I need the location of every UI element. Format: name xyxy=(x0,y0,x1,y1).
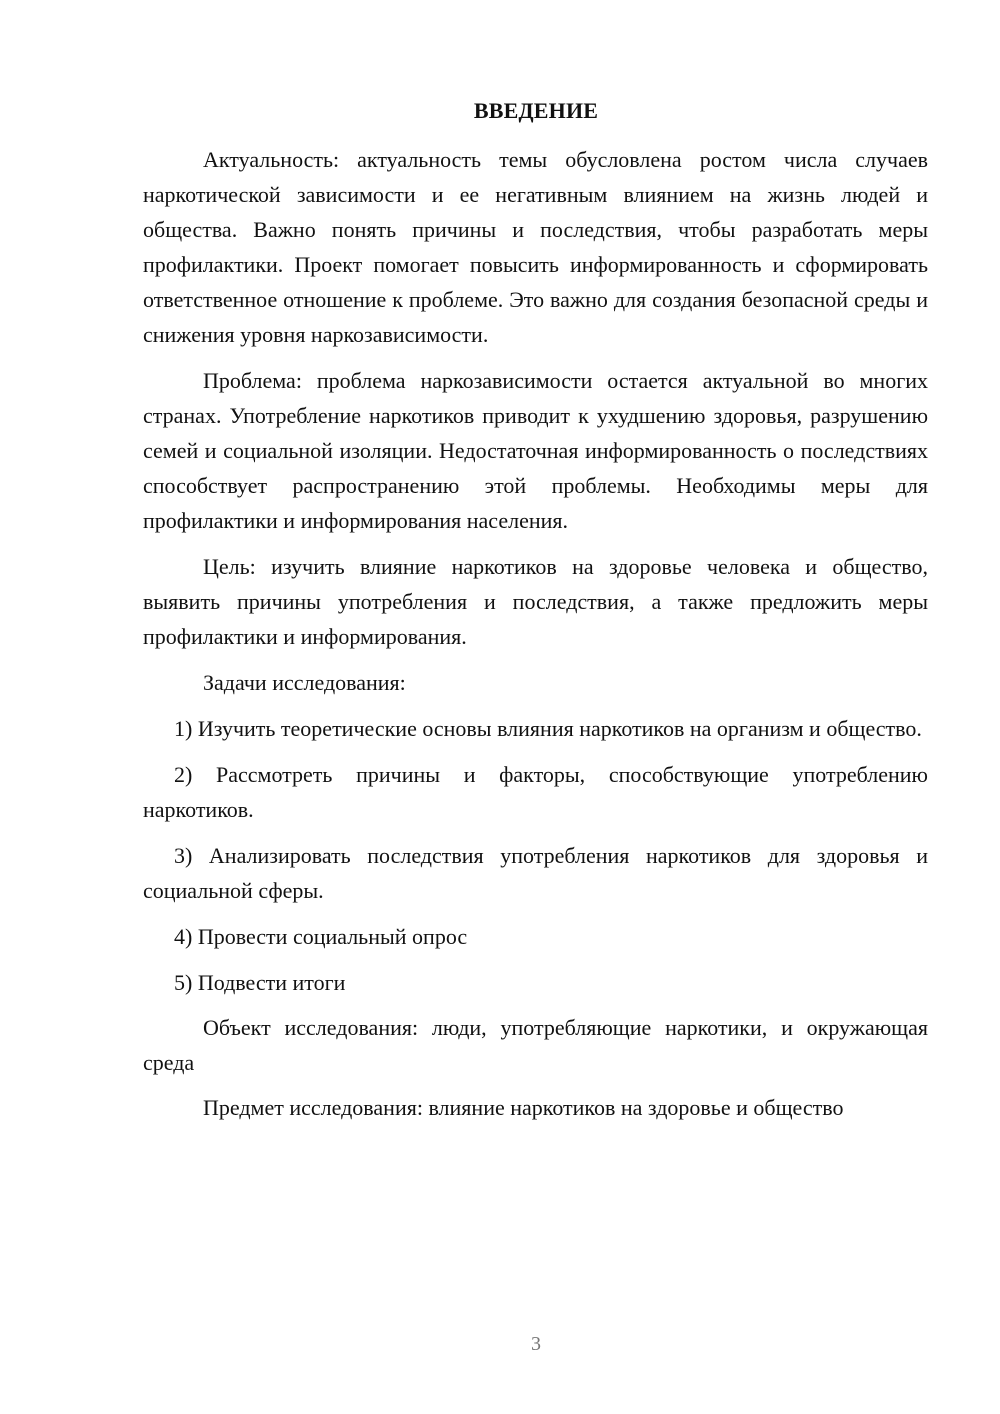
task-item-5: 5) Подвести итоги xyxy=(174,970,346,995)
task-item-3: 3) Анализировать последствия употребления наркотиков для здоровья и социальной сферы. xyxy=(143,843,928,903)
paragraph-tasks-heading: Задачи исследования: xyxy=(203,670,406,695)
task-item-4: 4) Провести социальный опрос xyxy=(174,924,468,949)
section-title: ВВЕДЕНИЕ xyxy=(473,98,599,123)
document-body xyxy=(143,142,928,1125)
paragraph-research-object: Объект исследования: люди, употребляющие наркотики, и окружающая среда xyxy=(143,1015,928,1075)
page-number: 3 xyxy=(531,1333,541,1355)
paragraph-problem: Проблема: проблема наркозависимости остается актуальной во многих странах. Употребление наркотиков приводит к ухудшению здоровья, разрушению семей и социальной изоляции. Недостаточная информированность о последствиях способствует распространению этой проблемы. Необходимы меры для профилактики и информирования населения. xyxy=(143,368,928,533)
paragraph-goal: Цель: изучить влияние наркотиков на здоровье человека и общество, выявить причины употребления и последствия, а также предложить меры профилактики и информирования. xyxy=(143,554,928,649)
paragraph-research-subject: Предмет исследования: влияние наркотиков на здоровье и общество xyxy=(203,1095,844,1120)
paragraph-relevance: Актуальность: актуальность темы обусловлена ростом числа случаев наркотической зависимости и ее негативным влиянием на жизнь людей и общества. Важно понять причины и последствия, чтобы разработать меры профилактики. Проект помогает повысить информированность и сформировать ответственное отношение к проблеме. Это важно для создания безопасной среды и снижения уровня наркозависимости. xyxy=(143,147,928,347)
task-item-2: 2) Рассмотреть причины и факторы, способствующие употреблению наркотиков. xyxy=(143,762,928,822)
task-item-1: 1) Изучить теоретические основы влияния наркотиков на организм и общество. xyxy=(174,716,922,741)
